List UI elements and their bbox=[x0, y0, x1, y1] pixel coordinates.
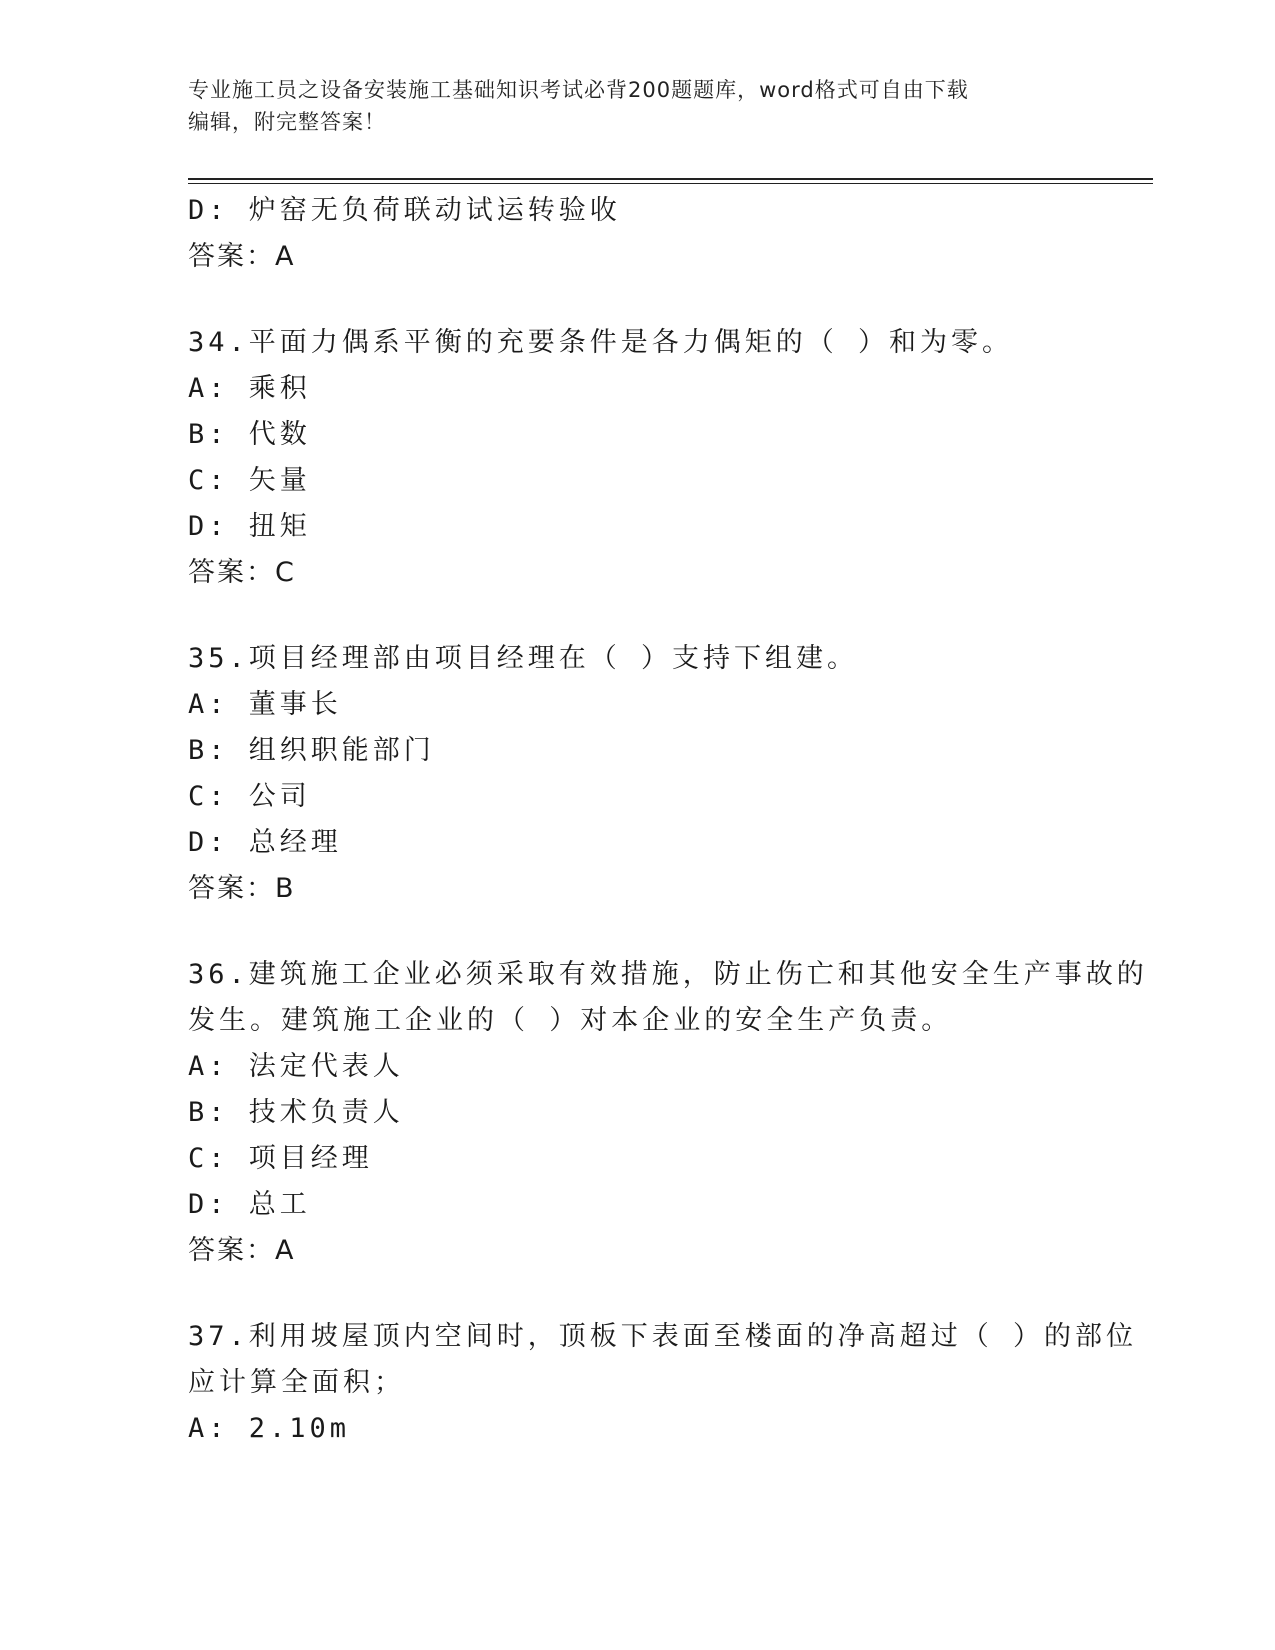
answer-text: 答案：B bbox=[188, 873, 296, 904]
question-text-line-2: 应计算全面积； bbox=[188, 1367, 405, 1398]
header-divider-thick bbox=[188, 178, 1153, 180]
spacer bbox=[188, 596, 1088, 636]
question-text-line-2: 发生。建筑施工企业的（ ）对本企业的安全生产负责。 bbox=[188, 1005, 953, 1036]
option-d: D: 总经理 bbox=[188, 827, 342, 858]
option-c: C: 公司 bbox=[188, 781, 311, 812]
option-a: A: 2.10m bbox=[188, 1413, 351, 1444]
option-a: A: 董事长 bbox=[188, 689, 342, 720]
document-header bbox=[188, 74, 1088, 138]
header-divider-thin bbox=[188, 183, 1153, 184]
option-d: D: 炉窑无负荷联动试运转验收 bbox=[188, 195, 621, 226]
answer-text: 答案：A bbox=[188, 1235, 296, 1266]
option-b: B: 技术负责人 bbox=[188, 1097, 404, 1128]
header-title-line-1: 专业施工员之设备安装施工基础知识考试必背200题题库，word格式可自由下载 bbox=[188, 78, 969, 102]
question-text: 34.平面力偶系平衡的充要条件是各力偶矩的（ ）和为零。 bbox=[188, 327, 1014, 358]
option-b: B: 代数 bbox=[188, 419, 311, 450]
question-text-line-1: 36.建筑施工企业必须采取有效措施，防止伤亡和其他安全生产事故的 bbox=[188, 959, 1148, 990]
answer-text: 答案：C bbox=[188, 557, 296, 588]
header-title-line-2: 编辑，附完整答案！ bbox=[188, 110, 386, 134]
question-37 bbox=[188, 1314, 1138, 1452]
option-a: A: 法定代表人 bbox=[188, 1051, 404, 1082]
question-list bbox=[188, 188, 1148, 1452]
question-36 bbox=[188, 952, 1148, 1274]
question-34 bbox=[188, 320, 1088, 596]
spacer bbox=[188, 280, 1088, 320]
spacer bbox=[188, 1274, 1088, 1314]
option-d: D: 扭矩 bbox=[188, 511, 311, 542]
question-text-line-1: 37.利用坡屋顶内空间时，顶板下表面至楼面的净高超过（ ）的部位 bbox=[188, 1321, 1138, 1352]
option-c: C: 矢量 bbox=[188, 465, 311, 496]
question-35 bbox=[188, 636, 1088, 912]
carryover-question bbox=[188, 188, 1088, 280]
option-b: B: 组织职能部门 bbox=[188, 735, 435, 766]
answer-text: 答案：A bbox=[188, 241, 296, 272]
question-text: 35.项目经理部由项目经理在（ ）支持下组建。 bbox=[188, 643, 859, 674]
option-a: A: 乘积 bbox=[188, 373, 311, 404]
option-c: C: 项目经理 bbox=[188, 1143, 373, 1174]
spacer bbox=[188, 912, 1088, 952]
option-d: D: 总工 bbox=[188, 1189, 311, 1220]
